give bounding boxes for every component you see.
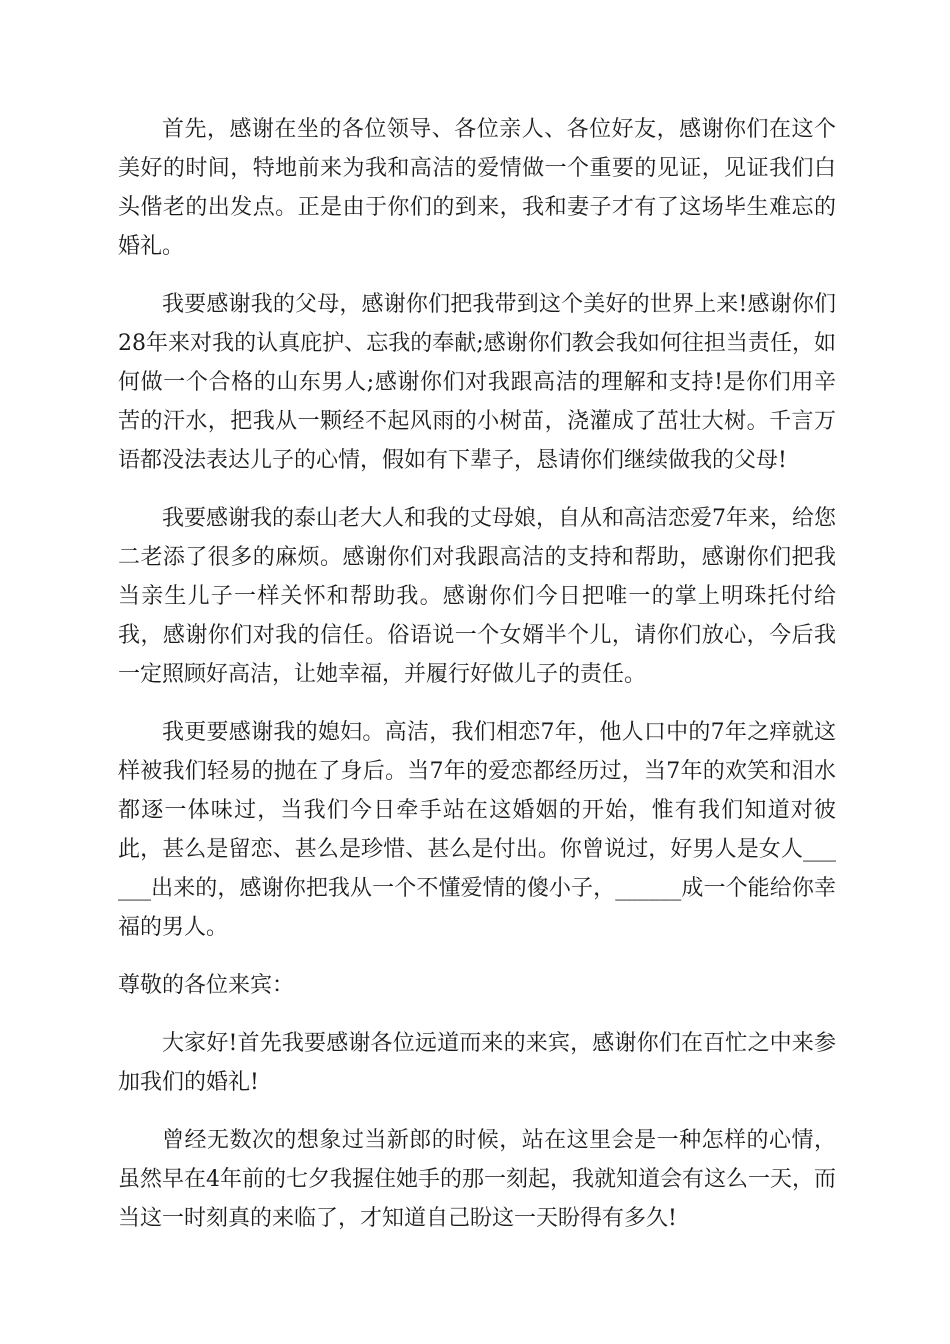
paragraph-thanks-parents: 我要感谢我的父母，感谢你们把我带到这个美好的世界上来!感谢你们28年来对我的认真庇护、忘我的奉献;感谢你们教会我如何往担当责任，如何做一个合格的山东男人;感谢你们对我跟高洁的理解和支持!是你们用辛苦的汗水，把我从一颗经不起风雨的小树苗，浇灌成了茁壮大树。千言万语都没法表达儿子的心情，假如有下辈子，恳请你们继续做我的父母! [118, 292, 836, 473]
salutation: 尊敬的各位来宾： [118, 973, 295, 998]
paragraph-thanks-in-laws: 我要感谢我的泰山老大人和我的丈母娘，自从和高洁恋爱7年来，给您二老添了很多的麻烦。感谢你们对我跟高洁的支持和帮助，感谢你们把我当亲生儿子一样关怀和帮助我。感谢你们今日把唯一的掌上明珠托付给我，感谢你们对我的信任。俗语说一个女婿半个儿，请你们放心，今后我一定照顾好高洁，让她幸福，并履行好做儿子的责任。 [118, 506, 836, 687]
paragraph-reflection: 曾经无数次的想象过当新郎的时候，站在这里会是一种怎样的心情，虽然早在4年前的七夕我握住她手的那一刻起，我就知道会有这么一天，而当这一时刻真的来临了，才知道自己盼这一天盼得有多久! [118, 1128, 836, 1231]
paragraph-greeting: 大家好!首先我要感谢各位远道而来的来宾，感谢你们在百忙之中来参加我们的婚礼! [118, 1031, 836, 1095]
paragraph-thanks-guests: 首先，感谢在坐的各位领导、各位亲人、各位好友，感谢你们在这个美好的时间，特地前来为我和高洁的爱情做一个重要的见证，见证我们白头偕老的出发点。正是由于你们的到来，我和妻子才有了这场毕生难忘的婚礼。 [118, 117, 836, 259]
paragraph-thanks-wife: 我更要感谢我的媳妇。高洁，我们相恋7年，他人口中的7年之痒就这样被我们轻易的抛在了身后。当7年的爱恋都经历过，当7年的欢笑和泪水都逐一体味过，当我们今日牵手站在这婚姻的开始，惟有我们知道对彼此，甚么是留恋、甚么是珍惜、甚么是付出。你曾说过，好男人是女人______出来的，感谢你把我从一个不懂爱情的傻小子，______成一个能给你幸福的男人。 [118, 720, 836, 940]
document-page [118, 110, 836, 1257]
